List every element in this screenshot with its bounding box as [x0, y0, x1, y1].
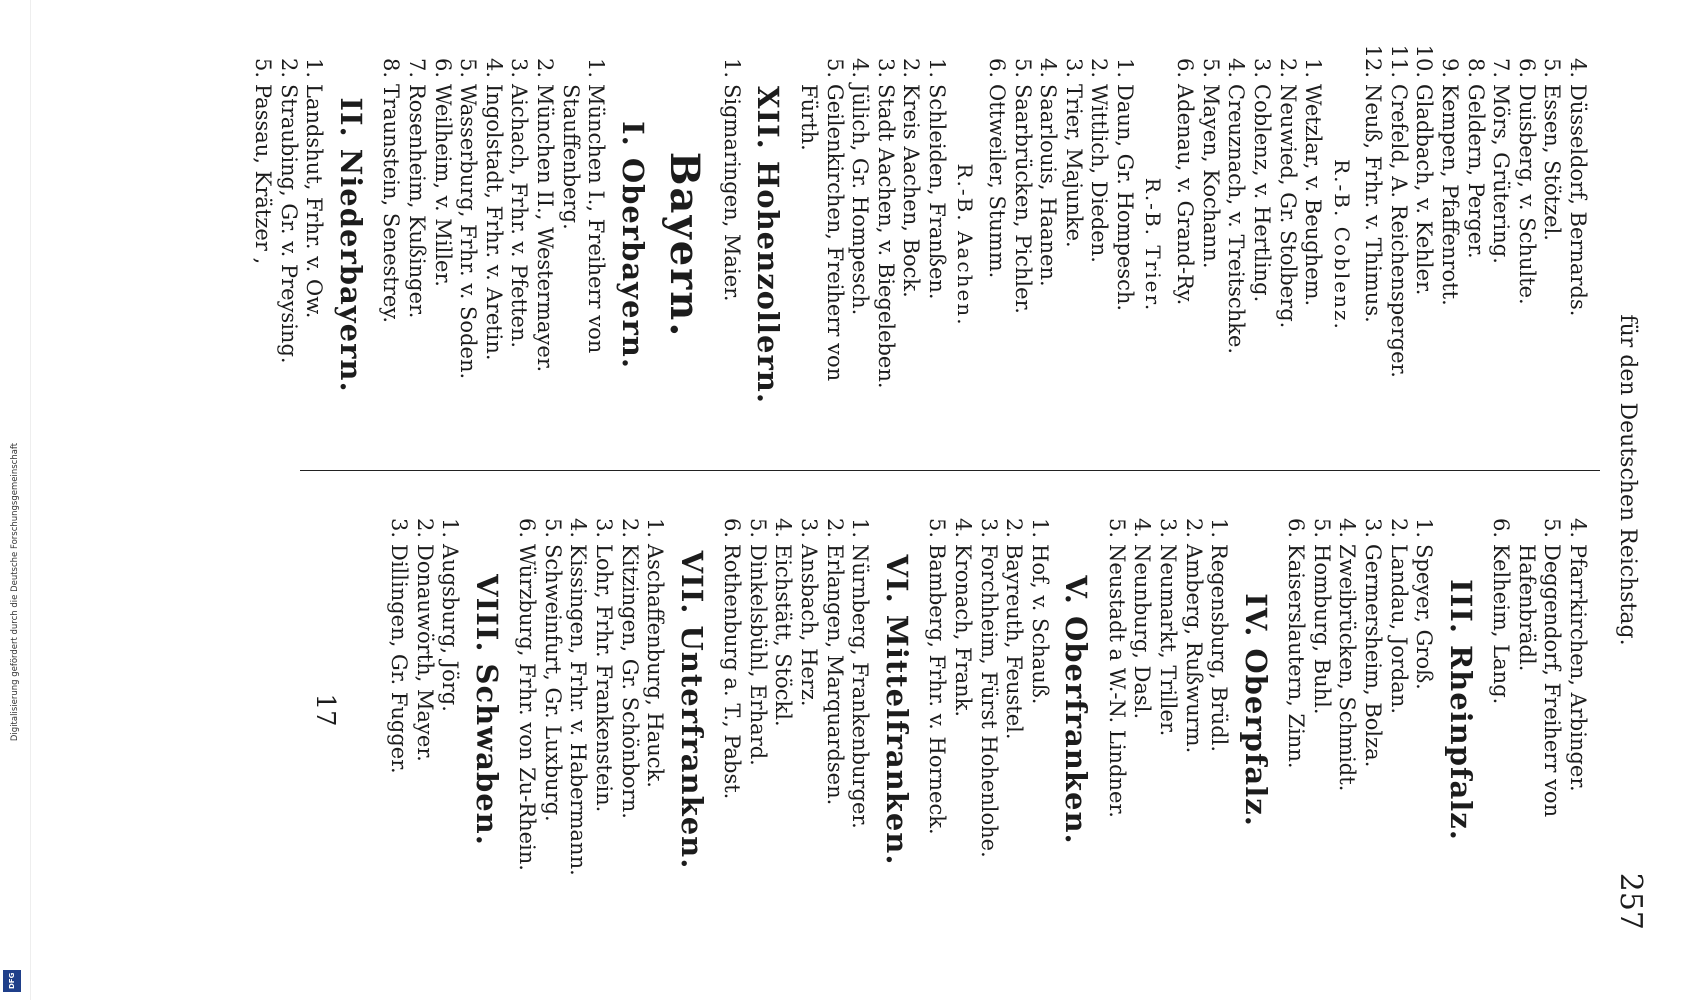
list-item [1154, 500, 1180, 920]
item-text: Kreis Aachen, Bock. [899, 84, 924, 298]
list-item [480, 40, 506, 450]
item-number: 3. [797, 517, 822, 538]
item-text: Kronach, Frank. [950, 544, 975, 718]
list-item [1462, 40, 1488, 450]
list-coblenz [1171, 40, 1325, 450]
item-text: Deggendorf, Freiherr von Hafenbrädl. [1514, 544, 1565, 818]
item-number: 2. [1181, 517, 1206, 538]
item-text: Homburg, Buhl. [1309, 544, 1334, 715]
item-number: 1. [1027, 517, 1052, 538]
scanned-page [180, 20, 1648, 940]
item-text: Daun, Gr. Hompesch. [1113, 84, 1138, 312]
list-item [744, 500, 770, 920]
list-item [1513, 500, 1564, 920]
item-text: Coblenz, v. Hertling. [1249, 84, 1274, 303]
item-text: Landshut, Frhr. v. Ow. [302, 84, 327, 319]
item-number: 4. [1566, 57, 1590, 78]
item-text: Schleiden, Franßen. [925, 84, 950, 300]
item-text: Rothenburg a. T., Pabst. [720, 544, 745, 800]
list-item [590, 500, 616, 920]
list-item [301, 40, 327, 450]
list-item [411, 500, 437, 920]
item-number: 2. [1087, 57, 1112, 78]
list-item [455, 40, 481, 450]
item-number: 6. [1284, 517, 1309, 538]
list-item [1223, 40, 1249, 450]
list-item [795, 40, 846, 450]
right-column [385, 500, 1590, 920]
item-number: 2. [899, 57, 924, 78]
item-text: Essen, Stötzel. [1540, 84, 1565, 241]
dfg-credit-text: Digitalisierung gefördert durch die Deutsche Forschungsgemeinschaft [10, 442, 20, 742]
list-item [719, 500, 745, 920]
item-number: 4. [566, 517, 591, 538]
item-text: Adenau, v. Grand-Ry. [1173, 84, 1198, 306]
item-text: Aichach, Frhr. v. Pfetten. [507, 84, 532, 349]
list-item [539, 500, 565, 920]
scan-credit-sidebar [0, 0, 31, 1000]
item-number: 6. [430, 57, 455, 78]
item-number: 6. [720, 517, 745, 538]
item-number: 6. [1173, 57, 1198, 78]
item-number: 5. [925, 517, 950, 538]
item-number: 4. [481, 57, 506, 78]
section-niederbayern: II. Niederbayern. [333, 97, 368, 393]
item-text: Kempen, Pfaffenrott. [1437, 84, 1462, 306]
section-oberfranken: V. Oberfranken. [1059, 575, 1094, 845]
list-item [1206, 500, 1232, 920]
item-number: 5. [1540, 57, 1565, 78]
list-item [378, 40, 404, 450]
list-item [1385, 40, 1411, 450]
list-item [1436, 40, 1462, 450]
list-oberfranken [924, 500, 1052, 920]
item-text: Straubing, Gr. v. Preysing. [276, 84, 301, 364]
item-number: 11. [1386, 44, 1411, 78]
item-number: 5. [1104, 517, 1129, 538]
list-item [1009, 40, 1035, 450]
section-schwaben: VIII. Schwaben. [469, 574, 504, 846]
item-number: 4. [1566, 517, 1590, 538]
dfg-logo: DFG [3, 970, 21, 992]
column-divider [300, 470, 1600, 471]
item-text: Creuznach, v. Treitschke. [1224, 84, 1249, 355]
item-text: Neumarkt, Triller. [1155, 544, 1180, 737]
item-number: 4. [1224, 57, 1249, 78]
item-number: 3. [1061, 57, 1086, 78]
list-item [1103, 500, 1129, 920]
item-text: Eichstätt, Stöckl. [771, 544, 796, 727]
item-text: Schweinfurt, Gr. Luxburg. [540, 544, 565, 822]
section-mittelfranken: VI. Mittelfranken. [879, 554, 914, 866]
list-item [250, 40, 276, 450]
item-text: Saarbrücken, Pichler. [1010, 84, 1035, 314]
item-number: 5. [251, 57, 276, 78]
section-rheinpfalz: III. Rheinpfalz. [1443, 579, 1478, 841]
item-number: 3. [1249, 57, 1274, 78]
item-number: 3. [873, 57, 898, 78]
item-number: 5. [822, 57, 847, 78]
item-text: Jülich, Gr. Hompesch. [848, 84, 873, 316]
list-item [847, 40, 873, 450]
item-number: 1. [925, 57, 950, 78]
item-text: Düsseldorf, Bernards. [1566, 84, 1590, 317]
list-item [847, 500, 873, 920]
item-text: Erlangen, Marquardsen. [822, 544, 847, 806]
item-text: Ottweiler, Stumm. [985, 84, 1010, 279]
item-number: 2. [533, 57, 557, 78]
item-text: Rosenheim, Kußinger. [404, 84, 429, 319]
item-number: 8. [1463, 57, 1488, 78]
item-number: 1. [302, 57, 327, 78]
item-number: 6. [1514, 57, 1539, 78]
list-item [898, 40, 924, 450]
item-number: 2. [822, 517, 847, 538]
list-mittelfranken [719, 500, 873, 920]
list-item [616, 500, 642, 920]
item-text: Wittlich, Dieden. [1087, 84, 1112, 263]
list-item [770, 500, 796, 920]
item-text: Saarlouis, Haanen. [1036, 84, 1061, 287]
list-oberbayern [378, 40, 608, 450]
item-number: 1. [1207, 517, 1232, 538]
list-item [1001, 500, 1027, 920]
item-text: Weilheim, v. Miller. [430, 84, 455, 287]
item-text: Nürnberg, Frankenburger. [848, 544, 873, 829]
item-text: Stadt Aachen, v. Biegeleben. [873, 84, 898, 389]
item-number: 2. [1002, 517, 1027, 538]
list-rheinprovinz-cont [1360, 40, 1590, 450]
list-item [1359, 500, 1385, 920]
item-text: Kelheim, Lang. [1489, 544, 1514, 705]
item-number: 8. [379, 57, 404, 78]
section-oberbayern: I. Oberbayern. [615, 121, 650, 369]
page-number: 257 [1613, 872, 1648, 930]
list-item [821, 500, 847, 920]
item-number: 1. [584, 57, 609, 78]
list-item [275, 40, 301, 450]
item-number: 3. [1360, 517, 1385, 538]
item-text: Amberg, Rußwurm. [1181, 544, 1206, 754]
item-number: 3. [592, 517, 617, 538]
list-rheinpfalz [1283, 500, 1437, 920]
list-item [1248, 40, 1274, 450]
list-item [385, 500, 411, 920]
list-item [1488, 40, 1514, 450]
item-text: Bamberg, Frhr. v. Horneck. [925, 544, 950, 835]
item-text: Ansbach, Herz. [797, 544, 822, 707]
list-item [514, 500, 540, 920]
subheading-aachen: R.-B. Aachen. [953, 163, 978, 327]
list-item [1035, 40, 1061, 450]
list-item [1300, 40, 1326, 450]
list-item [1411, 500, 1437, 920]
list-item [1197, 40, 1223, 450]
item-number: 1. [1412, 517, 1437, 538]
section-hohenzollern: XII. Hohenzollern. [751, 86, 786, 404]
list-item [1539, 40, 1565, 450]
list-item [403, 40, 429, 450]
list-item [1360, 40, 1386, 450]
section-unterfranken: VII. Unterfranken. [674, 550, 709, 870]
item-number: 1. [1301, 57, 1326, 78]
list-item [557, 40, 608, 450]
list-niederbayern [250, 40, 327, 450]
item-text: Kitzingen, Gr. Schönborn. [617, 544, 642, 819]
item-text: Donauwörth, Mayer. [412, 544, 437, 762]
item-number: 1. [643, 517, 668, 538]
list-aachen [795, 40, 949, 450]
item-number: 2. [412, 517, 437, 538]
list-item [949, 500, 975, 920]
item-number: 2. [617, 517, 642, 538]
item-number: 3. [976, 517, 1001, 538]
item-text: München II., Westermayer. [533, 84, 557, 373]
list-item [437, 500, 463, 920]
item-text: Gladbach, v. Kehler. [1412, 84, 1437, 296]
item-number: 1. [720, 57, 744, 78]
list-niederbayern-cont [1488, 500, 1590, 920]
list-unterfranken [514, 500, 668, 920]
item-number: 4. [1335, 517, 1360, 538]
item-text: Pfarrkirchen, Arbinger. [1566, 544, 1590, 792]
list-item [1026, 500, 1052, 920]
section-oberpfalz: IV. Oberpfalz. [1238, 593, 1273, 827]
item-text: München I., Freiherr von Stauffenberg. [558, 84, 609, 354]
list-item [1385, 500, 1411, 920]
item-text: Dillingen, Gr. Fugger. [387, 544, 412, 774]
list-item [1308, 500, 1334, 920]
item-text: Geldern, Perger. [1463, 84, 1488, 259]
list-item [1411, 40, 1437, 450]
list-hohenzollern [718, 40, 744, 450]
list-schwaben [385, 500, 462, 920]
list-item [531, 40, 557, 450]
item-text: Neustadt a W.-N. Lindner. [1104, 544, 1129, 818]
item-number: 7. [1489, 57, 1514, 78]
list-item [718, 40, 744, 450]
item-text: Bayreuth, Feustel. [1002, 544, 1027, 740]
list-item [1060, 40, 1086, 450]
item-number: 2. [1386, 517, 1411, 538]
list-item [924, 500, 950, 920]
item-number: 6. [515, 517, 540, 538]
item-text: Aschaffenburg, Hauck. [643, 544, 668, 788]
item-text: Forchheim, Fürst Hohenlohe. [976, 544, 1001, 858]
list-item [975, 500, 1001, 920]
item-text: Zweibrücken, Schmidt. [1335, 544, 1360, 792]
list-item [642, 500, 668, 920]
list-item [1283, 500, 1309, 920]
item-text: Geilenkirchen, Freiherr von Fürth. [796, 84, 847, 382]
item-number: 2. [1275, 57, 1300, 78]
item-text: Kaiserslautern, Zinn. [1284, 544, 1309, 769]
list-item [795, 500, 821, 920]
list-trier [983, 40, 1137, 450]
list-item [1513, 40, 1539, 450]
list-oberpfalz [1103, 500, 1231, 920]
item-number: 5. [1010, 57, 1035, 78]
item-text: Mayen, Kochann. [1198, 84, 1223, 269]
item-number: 12. [1361, 44, 1386, 78]
item-number: 7. [404, 57, 429, 78]
item-number: 5. [745, 517, 770, 538]
list-item [1086, 40, 1112, 450]
item-number: 6. [1489, 517, 1514, 538]
item-number: 3. [387, 517, 412, 538]
list-item [1488, 500, 1514, 920]
list-item [983, 40, 1009, 450]
item-text: Crefeld, A. Reichensperger. [1386, 84, 1411, 378]
left-column [250, 40, 1590, 450]
item-number: 4. [1036, 57, 1061, 78]
subheading-coblenz: R.-B. Coblenz. [1329, 159, 1354, 331]
list-item [506, 40, 532, 450]
signature-mark: 17 [310, 693, 340, 727]
item-text: Passau, Krätzer , [251, 84, 276, 265]
item-text: Kissingen, Frhr. v. Habermann. [566, 544, 591, 876]
item-number: 5. [540, 517, 565, 538]
item-number: 3. [1155, 517, 1180, 538]
item-text: Neunburg, Dasl. [1130, 544, 1155, 720]
list-item [872, 40, 898, 450]
item-number: 4. [1130, 517, 1155, 538]
state-heading-bayern: Bayern. [661, 151, 709, 339]
list-item [429, 40, 455, 450]
list-item [1564, 40, 1590, 450]
item-text: Wasserburg, Frhr. v. Soden. [456, 84, 481, 380]
item-text: Speyer, Groß. [1412, 544, 1437, 690]
item-number: 4. [950, 517, 975, 538]
item-number: 5. [456, 57, 481, 78]
item-number: 1. [848, 517, 873, 538]
item-number: 5. [1198, 57, 1223, 78]
item-number: 4. [771, 517, 796, 538]
item-text: Lohr, Frhr. Frankenstein. [592, 544, 617, 813]
item-text: Sigmaringen, Maier. [720, 84, 744, 302]
item-text: Augsburg, Jörg. [438, 544, 463, 712]
item-text: Hof, v. Schauß. [1027, 544, 1052, 705]
item-text: Neuwied, Gr. Stolberg. [1275, 84, 1300, 329]
list-item [1171, 40, 1197, 450]
item-number: 6. [985, 57, 1010, 78]
list-item [565, 500, 591, 920]
list-item [923, 40, 949, 450]
item-text: Traunstein, Senestrey. [379, 84, 404, 324]
item-text: Wetzlar, v. Beughem. [1301, 84, 1326, 307]
subheading-trier: R.-B. Trier. [1141, 177, 1166, 313]
item-text: Ingolstadt, Frhr. v. Aretin. [481, 84, 506, 361]
list-item [1564, 500, 1590, 920]
item-number: 9. [1437, 57, 1462, 78]
item-text: Mörs, Grütering. [1489, 84, 1514, 264]
item-number: 2. [276, 57, 301, 78]
item-text: Dinkelsbühl, Erhard. [745, 544, 770, 766]
item-text: Landau, Jordan. [1386, 544, 1411, 715]
list-item [1274, 40, 1300, 450]
item-text: Duisberg, v. Schulte. [1514, 84, 1539, 305]
item-number: 1. [438, 517, 463, 538]
item-text: Germersheim, Bolza. [1360, 544, 1385, 768]
header-title: für den Deutschen Reichstag. [1615, 314, 1640, 646]
item-text: Neuß, Frhr. v. Thimus. [1361, 84, 1386, 323]
item-text: Würzburg, Frhr. von Zu-Rhein. [515, 544, 540, 871]
list-item [1180, 500, 1206, 920]
item-text: Trier, Majunke. [1061, 84, 1086, 248]
item-number: 1. [1113, 57, 1138, 78]
item-number: 4. [848, 57, 873, 78]
item-text: Regensburg, Brüdl. [1207, 544, 1232, 753]
item-number: 3. [507, 57, 532, 78]
item-number: 5. [1540, 517, 1565, 538]
item-number: 10. [1412, 44, 1437, 78]
list-item [1334, 500, 1360, 920]
item-number: 5. [1309, 517, 1334, 538]
list-item [1129, 500, 1155, 920]
list-item [1111, 40, 1137, 450]
running-header [1600, 20, 1648, 940]
